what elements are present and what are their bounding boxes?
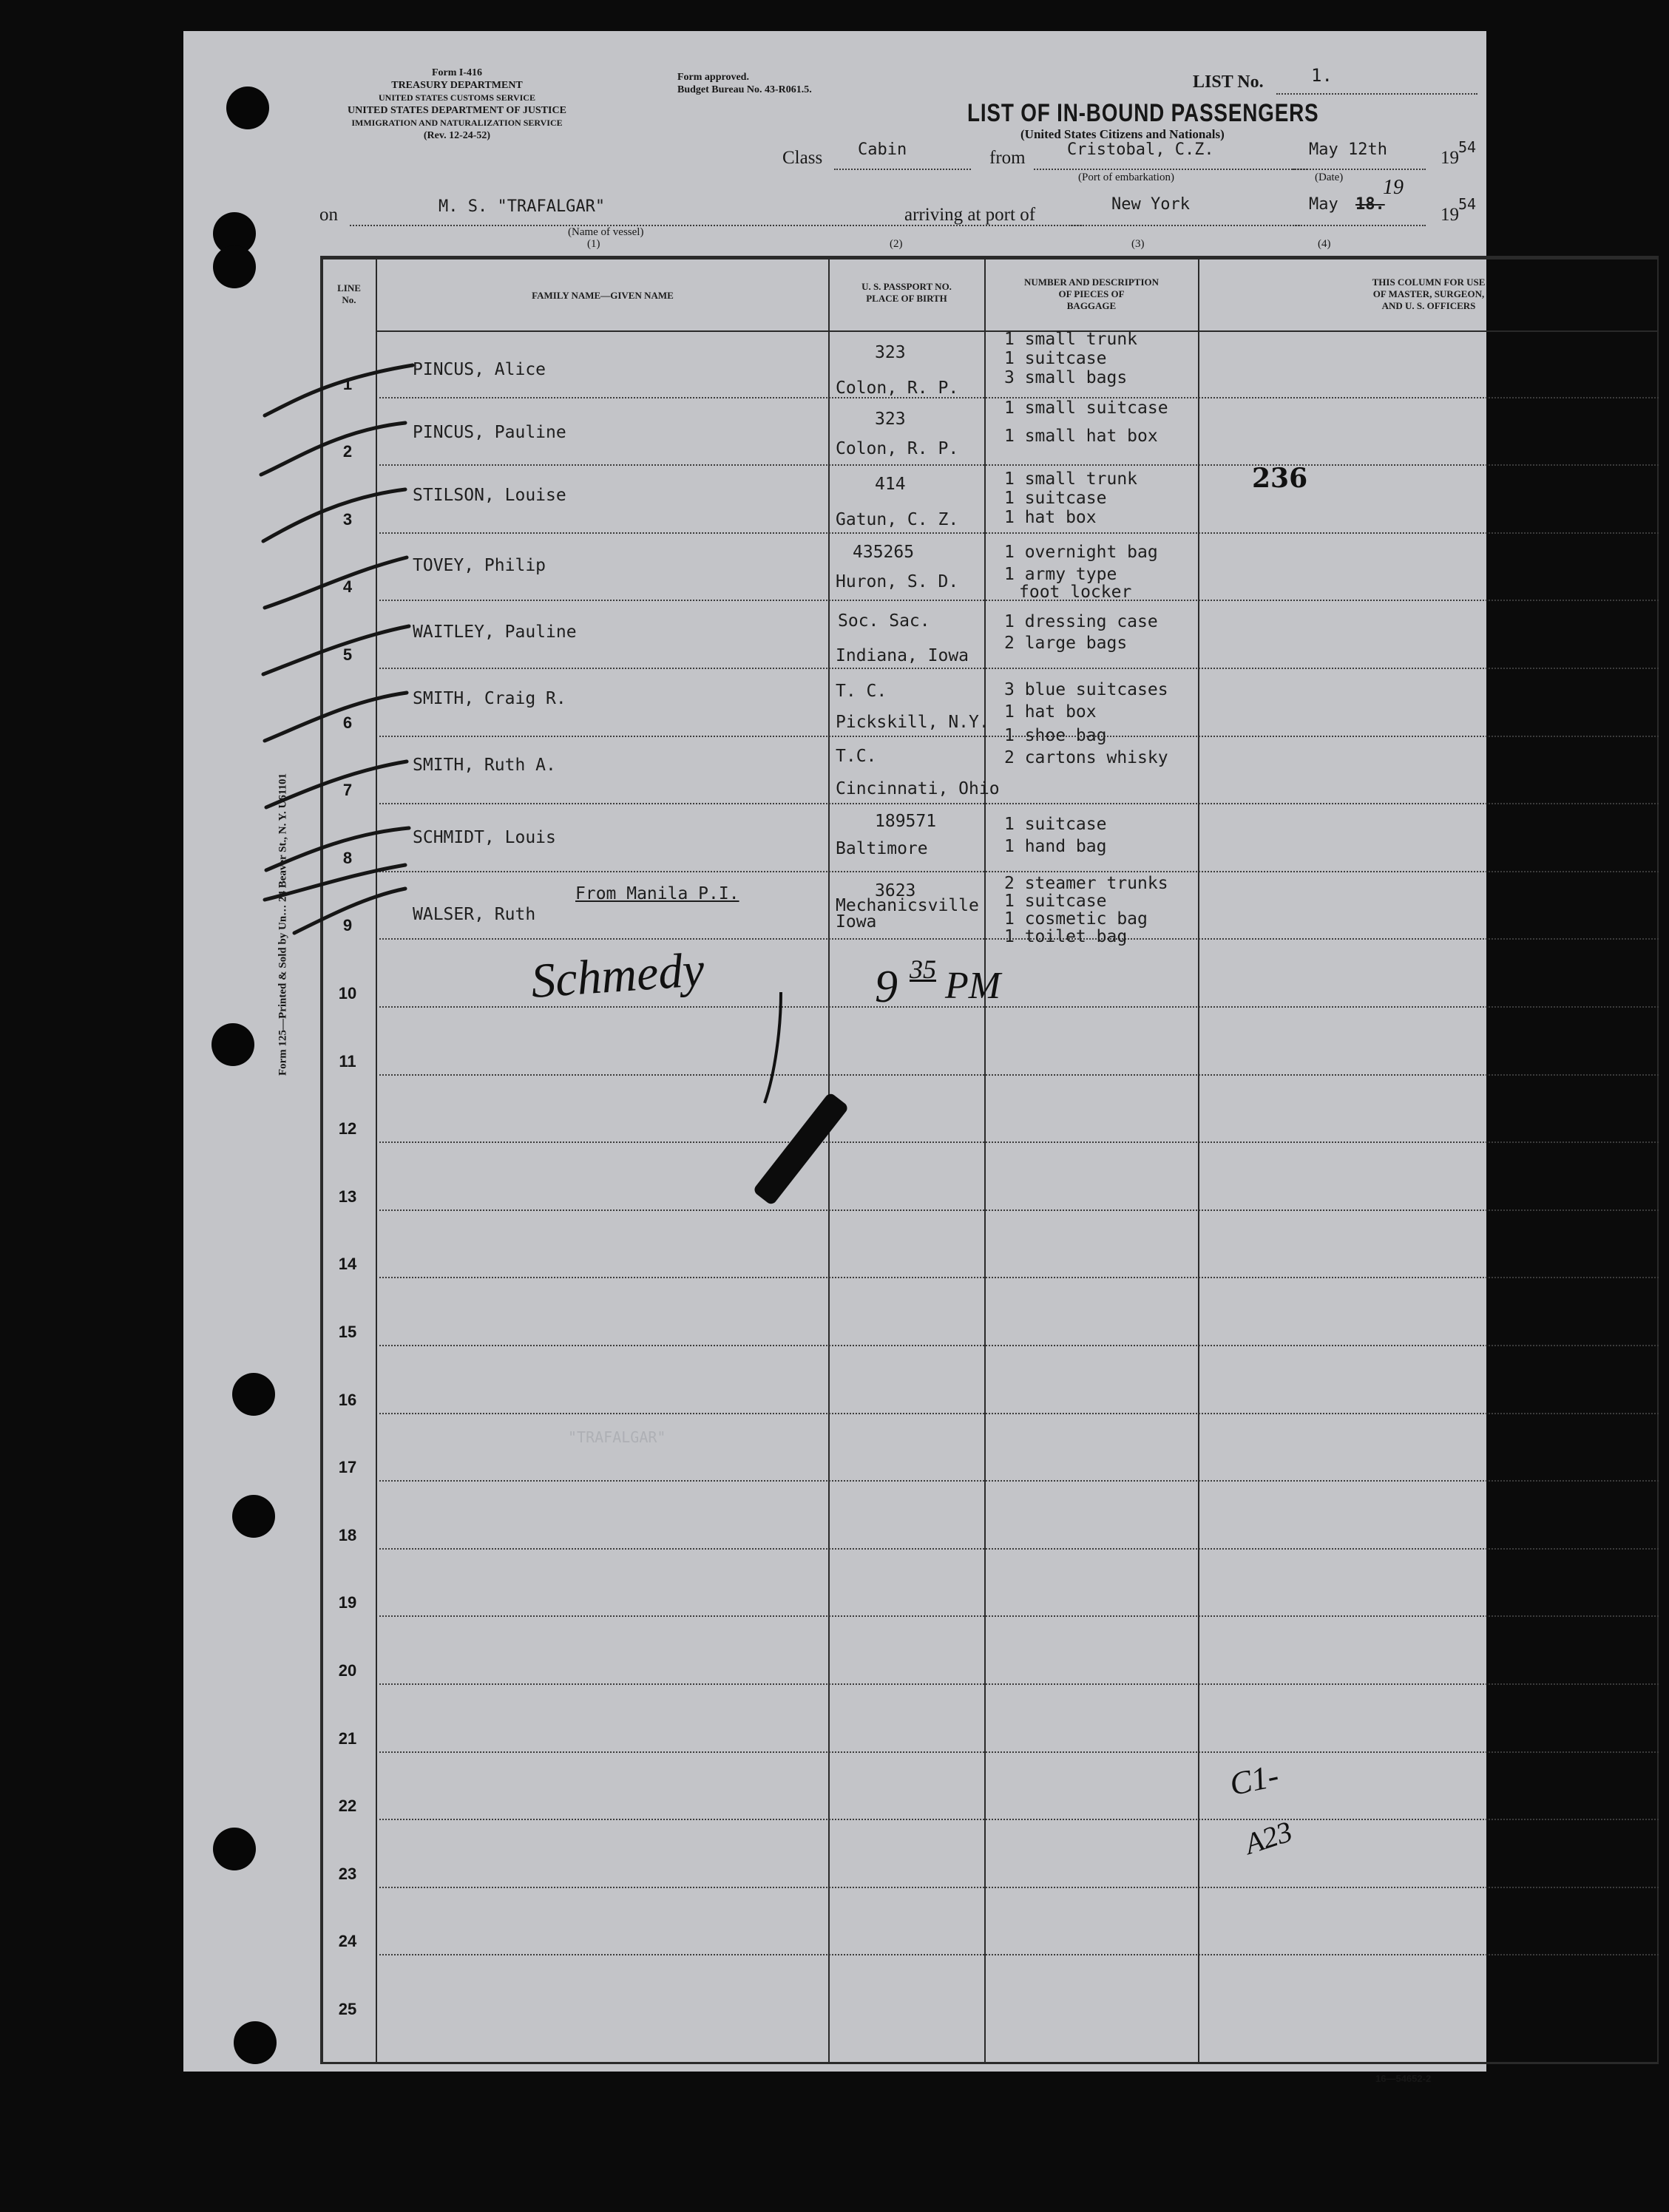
arrival-port: New York: [1111, 195, 1190, 214]
baggage-line: 1 army type: [1004, 565, 1117, 584]
col-passport: U. S. PASSPORT NO. PLACE OF BIRTH: [861, 281, 952, 304]
check-mark: [294, 889, 405, 933]
row-rule: [379, 1141, 1659, 1143]
port-caption: (Port of embarkation): [1078, 172, 1174, 183]
row-number: 22: [338, 1797, 357, 1816]
row-rule: [379, 1074, 1659, 1076]
row-number: 4: [342, 577, 353, 597]
row-number: 17: [338, 1458, 357, 1477]
budget-bureau: Budget Bureau No. 43-R061.5.: [677, 84, 812, 95]
binder-hole: [234, 2021, 277, 2064]
vessel-num: (1): [587, 238, 600, 250]
row-rule: [379, 1819, 1659, 1820]
baggage-line: 1 shoe bag: [1004, 726, 1107, 745]
check-mark: [265, 557, 407, 608]
col-line-no: LINE No.: [337, 282, 361, 305]
date-value: May 12th: [1309, 140, 1387, 159]
num2-caption: (2): [890, 238, 903, 250]
row-rule: [379, 1277, 1659, 1278]
row-number: 25: [338, 2000, 357, 2018]
baggage-line: 3 small bags: [1004, 368, 1128, 387]
printer-imprint: Form 125—Printed & Sold by Un… 24 Beaver St., N. Y. U61101: [277, 773, 289, 1076]
row-number: 8: [342, 848, 353, 867]
row-number: 24: [338, 1932, 357, 1951]
baggage-line: 1 suitcase: [1004, 349, 1107, 368]
vessel-caption: (Name of vessel): [568, 226, 644, 238]
birthplace: Colon, R. P.: [836, 379, 959, 398]
year-suffix: 54: [1458, 138, 1477, 156]
table-bottom-rule: [320, 2062, 1659, 2064]
row-rule: [379, 1480, 1659, 1482]
revision: (Rev. 12-24-52): [423, 130, 491, 141]
passport-col-divider: [984, 256, 986, 2063]
passport-no: T. C.: [836, 682, 887, 701]
date-caption: (Date): [1315, 172, 1344, 183]
row-number: 12: [338, 1119, 357, 1139]
row-rule: [379, 1210, 1659, 1211]
row-rule: [379, 1548, 1659, 1550]
passenger-note: From Manila P.I.: [575, 884, 739, 903]
row-number: 20: [338, 1661, 357, 1680]
form-number: Form I-416: [431, 67, 483, 78]
passenger-name: PINCUS, Pauline: [413, 423, 566, 442]
binder-hole: [213, 1828, 256, 1870]
signature-tail: [760, 992, 805, 1110]
signature: Schmedy: [529, 942, 706, 1009]
row-number: 18: [338, 1525, 357, 1544]
binder-hole: [232, 1373, 275, 1416]
footer-code: 16—54652-2: [1375, 2073, 1432, 2084]
baggage-line: 1 cosmetic bag: [1004, 909, 1148, 929]
binder-hole: [232, 1495, 275, 1538]
check-mark: [263, 489, 405, 541]
date-line: [1293, 169, 1426, 170]
birthplace: Indiana, Iowa: [836, 646, 969, 665]
row-number: 15: [338, 1323, 357, 1341]
list-no-line: [1276, 93, 1477, 95]
year2-prefix: 19: [1441, 205, 1459, 225]
baggage-line: 1 suitcase: [1004, 815, 1107, 834]
birthplace: Huron, S. D.: [836, 572, 959, 591]
passenger-name: PINCUS, Alice: [413, 360, 546, 379]
time-ampm: PM: [945, 965, 1001, 1007]
arrival-port-line: [1071, 225, 1300, 226]
row-number: 19: [338, 1593, 357, 1612]
passport-no: 435265: [853, 543, 915, 562]
page-subtitle: (United States Citizens and Nationals): [1020, 127, 1225, 141]
baggage-line: 1 suitcase: [1004, 489, 1107, 508]
col-officers: THIS COLUMN FOR USE OF MASTER, SURGEON, AND U. S. OFFICERS: [1372, 276, 1486, 311]
row-number: 11: [339, 1051, 356, 1071]
vessel-name: M. S. "TRAFALGAR": [439, 197, 606, 216]
officer-number: 236: [1252, 463, 1308, 494]
passport-no: 414: [875, 475, 906, 494]
passport-no: 323: [875, 410, 906, 429]
baggage-line: 1 hat box: [1004, 508, 1097, 527]
row-rule: [379, 1751, 1659, 1753]
row-number: 3: [342, 509, 353, 529]
list-no-label: LIST No.: [1193, 72, 1264, 92]
baggage-line: 3 blue suitcases: [1004, 680, 1168, 699]
name-col-divider: [828, 256, 830, 2063]
table-right-border: [1657, 256, 1659, 2063]
row-number: 23: [338, 1864, 357, 1883]
baggage-line: 1 overnight bag: [1004, 543, 1158, 562]
passport-no: 189571: [875, 812, 937, 831]
col-baggage: NUMBER AND DESCRIPTION OF PIECES OF BAGGAGE: [1023, 276, 1160, 311]
baggage-line: 2 cartons whisky: [1004, 748, 1168, 767]
code-c: C1-: [1226, 1757, 1282, 1803]
baggage-line: 1 suitcase: [1004, 892, 1107, 911]
baggage-line: 1 small suitcase: [1004, 398, 1168, 418]
arriving-label: arriving at port of: [904, 205, 1036, 225]
arrival-day-struck: 18.: [1355, 195, 1385, 214]
birthplace: Colon, R. P.: [836, 439, 959, 458]
baggage-line: 2 steamer trunks: [1004, 874, 1168, 893]
time-minutes: 35: [910, 954, 936, 984]
row-rule: [379, 1413, 1659, 1414]
customs-service: UNITED STATES CUSTOMS SERVICE: [379, 92, 535, 103]
passport-no: T.C.: [836, 747, 877, 766]
passenger-name: WALSER, Ruth: [413, 905, 536, 924]
passenger-name: SCHMIDT, Louis: [413, 828, 556, 847]
passport-no: Soc. Sac.: [838, 611, 930, 631]
row-number: 10: [338, 984, 357, 1002]
row-number: 13: [338, 1187, 357, 1206]
row-number: 9: [342, 916, 353, 935]
row-number: 1: [342, 374, 353, 393]
class-line: [834, 169, 971, 170]
from-label: from: [989, 148, 1026, 168]
bleed-through: "TRAFALGAR": [568, 1428, 666, 1446]
birthplace: Mechanicsville Iowa: [836, 896, 979, 932]
row-number: 7: [342, 781, 353, 800]
row-number: 6: [342, 713, 353, 732]
treasury-dept: TREASURY DEPARTMENT: [391, 80, 523, 91]
immigration-service: IMMIGRATION AND NATURALIZATION SERVICE: [351, 118, 563, 128]
birthplace: Cincinnati, Ohio: [836, 779, 1000, 798]
row-rule: [379, 1887, 1659, 1888]
class-value: Cabin: [858, 140, 907, 159]
baggage-line: 1 small trunk: [1004, 469, 1138, 489]
passenger-name: WAITLEY, Pauline: [413, 622, 577, 642]
col-name: FAMILY NAME—GIVEN NAME: [532, 290, 674, 301]
on-label: on: [319, 205, 338, 225]
baggage-col-divider: [1198, 256, 1199, 2063]
birthplace: Pickskill, N.Y.: [836, 713, 989, 732]
check-mark: [263, 626, 409, 674]
class-label: Class: [782, 148, 823, 168]
approval-block: [677, 71, 812, 96]
row-number: 21: [338, 1728, 357, 1748]
manifest-page: [183, 31, 1486, 2084]
year-prefix: 19: [1441, 148, 1459, 168]
baggage-line: foot locker: [1019, 583, 1132, 602]
baggage-line: 1 small trunk: [1004, 330, 1138, 349]
passenger-name: SMITH, Ruth A.: [413, 756, 556, 775]
row-number: 14: [338, 1255, 357, 1274]
from-line: [1034, 169, 1307, 170]
birthplace: Baltimore: [836, 839, 928, 858]
row-rule: [379, 1615, 1659, 1617]
birthplace: Gatun, C. Z.: [836, 510, 959, 529]
passenger-name: STILSON, Louise: [413, 486, 566, 505]
check-mark: [261, 423, 405, 475]
passenger-name: TOVEY, Philip: [413, 556, 546, 575]
row-rule: [379, 1345, 1659, 1346]
from-value: Cristobal, C.Z.: [1067, 140, 1214, 159]
baggage-line: 1 toilet bag: [1004, 927, 1128, 946]
baggage-line: 2 large bags: [1004, 634, 1128, 653]
time-hour: 9: [875, 962, 898, 1012]
page-title: LIST OF IN-BOUND PASSENGERS: [967, 99, 1319, 127]
baggage-line: 1 hand bag: [1004, 837, 1107, 856]
arrival-day-hand: 19: [1383, 176, 1404, 199]
check-marks: [183, 31, 627, 992]
code-a: A23: [1240, 1814, 1296, 1861]
row-number: 5: [342, 645, 353, 664]
year2-suffix: 54: [1458, 195, 1477, 213]
baggage-line: 1 small hat box: [1004, 427, 1158, 446]
check-mark: [265, 365, 413, 415]
passport-no: 323: [875, 343, 906, 362]
baggage-line: 1 dressing case: [1004, 612, 1158, 631]
row-rule: [379, 1954, 1659, 1955]
arrival-date-line: [1293, 225, 1426, 226]
row-number: 16: [338, 1390, 357, 1409]
num4-caption: (4): [1318, 238, 1331, 250]
baggage-line: 1 hat box: [1004, 702, 1097, 722]
passenger-name: SMITH, Craig R.: [413, 689, 566, 708]
passport-no: 3623: [875, 881, 916, 900]
row-number: 2: [342, 442, 353, 461]
row-rule: [379, 1683, 1659, 1685]
num3-caption: (3): [1131, 238, 1145, 250]
justice-dept: UNITED STATES DEPARTMENT OF JUSTICE: [348, 105, 566, 116]
form-approved: Form approved.: [677, 72, 749, 83]
arrival-month: May: [1309, 195, 1338, 214]
binder-hole: [211, 1023, 254, 1066]
list-no-value: 1.: [1311, 65, 1333, 86]
